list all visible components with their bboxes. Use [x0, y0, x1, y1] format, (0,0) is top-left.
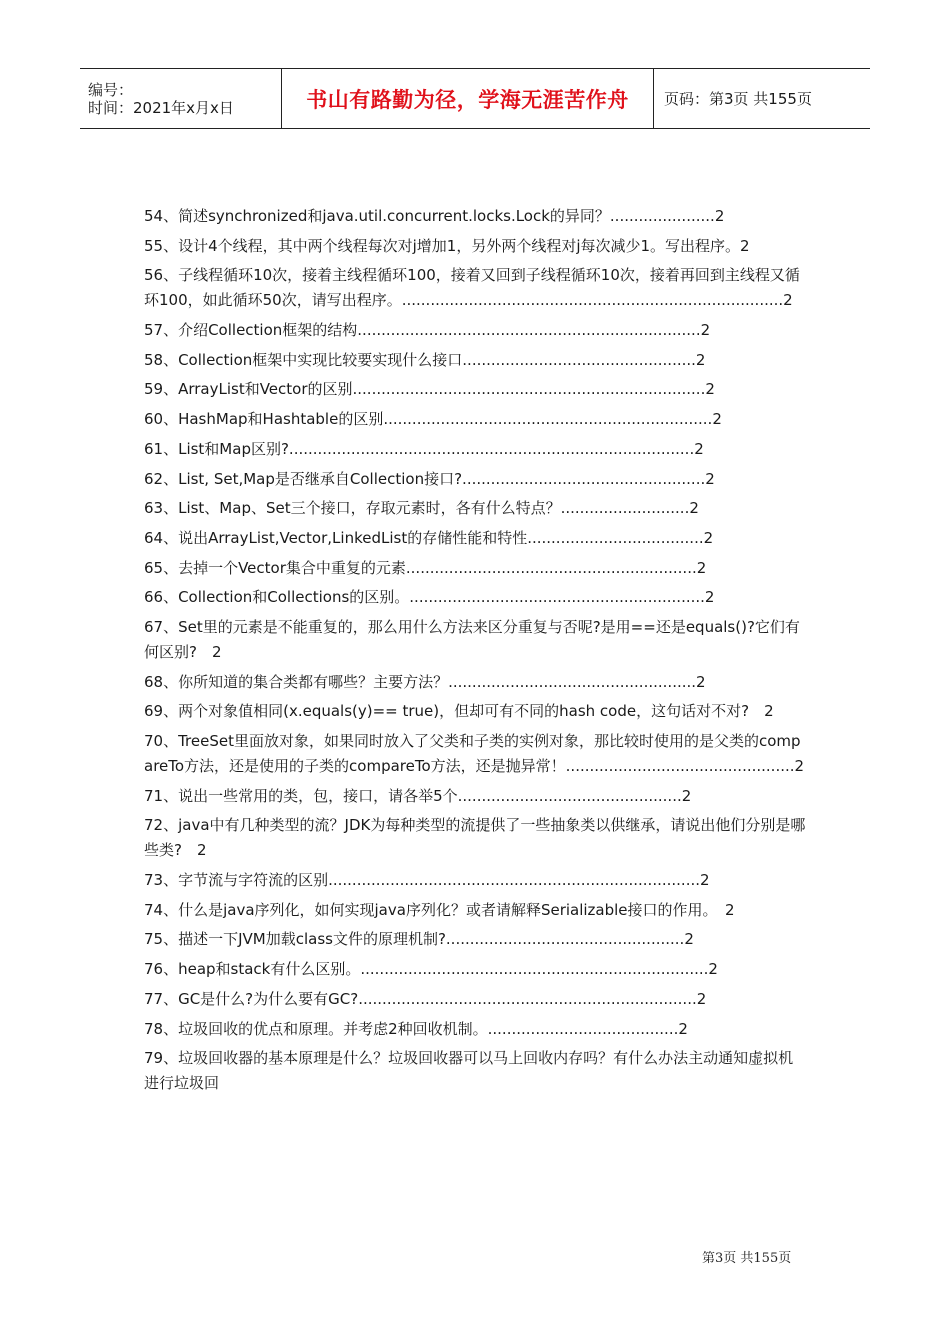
- number-label: 编号：: [88, 80, 134, 99]
- header-page-info: 页码：第3页 共155页: [664, 90, 812, 108]
- toc-entry-59[interactable]: 59、ArrayList和Vector的区别..........................................................................2: [144, 380, 715, 399]
- toc-entry-56[interactable]: 56、子线程循环10次，接着主线程循环100，接着又回到子线程循环10次，接着再回到主线程又循环100，如此循环50次，请写出程序。................................................................................2: [144, 266, 800, 310]
- header-page-info-cell: [654, 69, 870, 128]
- toc-entry-58[interactable]: 58、Collection框架中实现比较要实现什么接口.................................................2: [144, 350, 706, 369]
- toc-entry-71[interactable]: 71、说出一些常用的类，包，接口，请各举5个...............................................2: [144, 786, 692, 805]
- toc-entry-76[interactable]: 76、heap和stack有什么区别。.........................................................................2: [144, 960, 718, 979]
- header-meta: [80, 69, 282, 128]
- toc-entry-65[interactable]: 65、去掉一个Vector集合中重复的元素.............................................................2: [144, 558, 707, 577]
- toc-entry-73[interactable]: 73、字节流与字符流的区别..............................................................................2: [144, 871, 710, 890]
- toc-entry-67[interactable]: 67、Set里的元素是不能重复的，那么用什么方法来区分重复与否呢?是用==还是equals()?它们有何区别? 2: [144, 617, 800, 661]
- toc-entry-70[interactable]: 70、TreeSet里面放对象，如果同时放入了父类和子类的实例对象，那比较时使用的是父类的compareTo方法，还是使用的子类的compareTo方法，还是抛异常！................................................2: [144, 732, 805, 775]
- toc-entry-55[interactable]: 55、设计4个线程，其中两个线程每次对j增加1，另外两个线程对j每次减少1。写出程序。2: [144, 236, 750, 255]
- toc-entry-64[interactable]: 64、说出ArrayList,Vector,LinkedList的存储性能和特性.....................................2: [144, 528, 714, 547]
- toc-entry-66[interactable]: 66、Collection和Collections的区别。..............................................................2: [144, 588, 715, 607]
- toc-entry-54[interactable]: 54、简述synchronized和java.util.concurrent.locks.Lock的异同？......................2: [144, 207, 725, 225]
- header-motto-cell: [282, 69, 654, 128]
- toc-entry-63[interactable]: 63、List、Map、Set三个接口，存取元素时，各有什么特点？...........................2: [144, 499, 699, 518]
- toc-entry-74[interactable]: 74、什么是java序列化，如何实现java序列化？或者请解释Serializable接口的作用。 2: [144, 900, 735, 919]
- toc-entry-78[interactable]: 78、垃圾回收的优点和原理。并考虑2种回收机制。........................................2: [144, 1019, 688, 1038]
- toc-entry-57[interactable]: 57、介绍Collection框架的结构........................................................................2: [144, 321, 711, 340]
- header-motto: 书山有路勤为径，学海无涯苦作舟: [306, 87, 629, 112]
- toc-entry-61[interactable]: 61、List和Map区别?.....................................................................................2: [144, 439, 704, 458]
- toc-entry-62[interactable]: 62、List, Set,Map是否继承自Collection接口?...................................................2: [144, 469, 715, 488]
- footer-page-number: 第3页 共155页: [702, 1251, 792, 1266]
- toc-entry-68[interactable]: 68、你所知道的集合类都有哪些？主要方法？....................................................2: [144, 672, 706, 691]
- toc-entry-72[interactable]: 72、java中有几种类型的流？JDK为每种类型的流提供了一些抽象类以供继承，请说出他们分别是哪些类? 2: [144, 816, 806, 860]
- table-of-contents: [144, 204, 808, 1101]
- toc-entry-79[interactable]: 79、垃圾回收器的基本原理是什么？垃圾回收器可以马上回收内存吗？有什么办法主动通知虚拟机进行垃圾回: [144, 1049, 794, 1093]
- toc-entry-75[interactable]: 75、描述一下JVM加载class文件的原理机制?..................................................2: [144, 930, 694, 949]
- page-footer: [702, 1247, 791, 1266]
- toc-entry-60[interactable]: 60、HashMap和Hashtable的区别.....................................................................2: [144, 410, 722, 429]
- toc-entry-69[interactable]: 69、两个对象值相同(x.equals(y)== true)，但却可有不同的hash code，这句话对不对? 2: [144, 702, 774, 721]
- time-label: 时间：2021年x月x日: [88, 98, 234, 117]
- toc-entry-77[interactable]: 77、GC是什么?为什么要有GC?.......................................................................2: [144, 989, 707, 1008]
- page-header: [80, 68, 870, 129]
